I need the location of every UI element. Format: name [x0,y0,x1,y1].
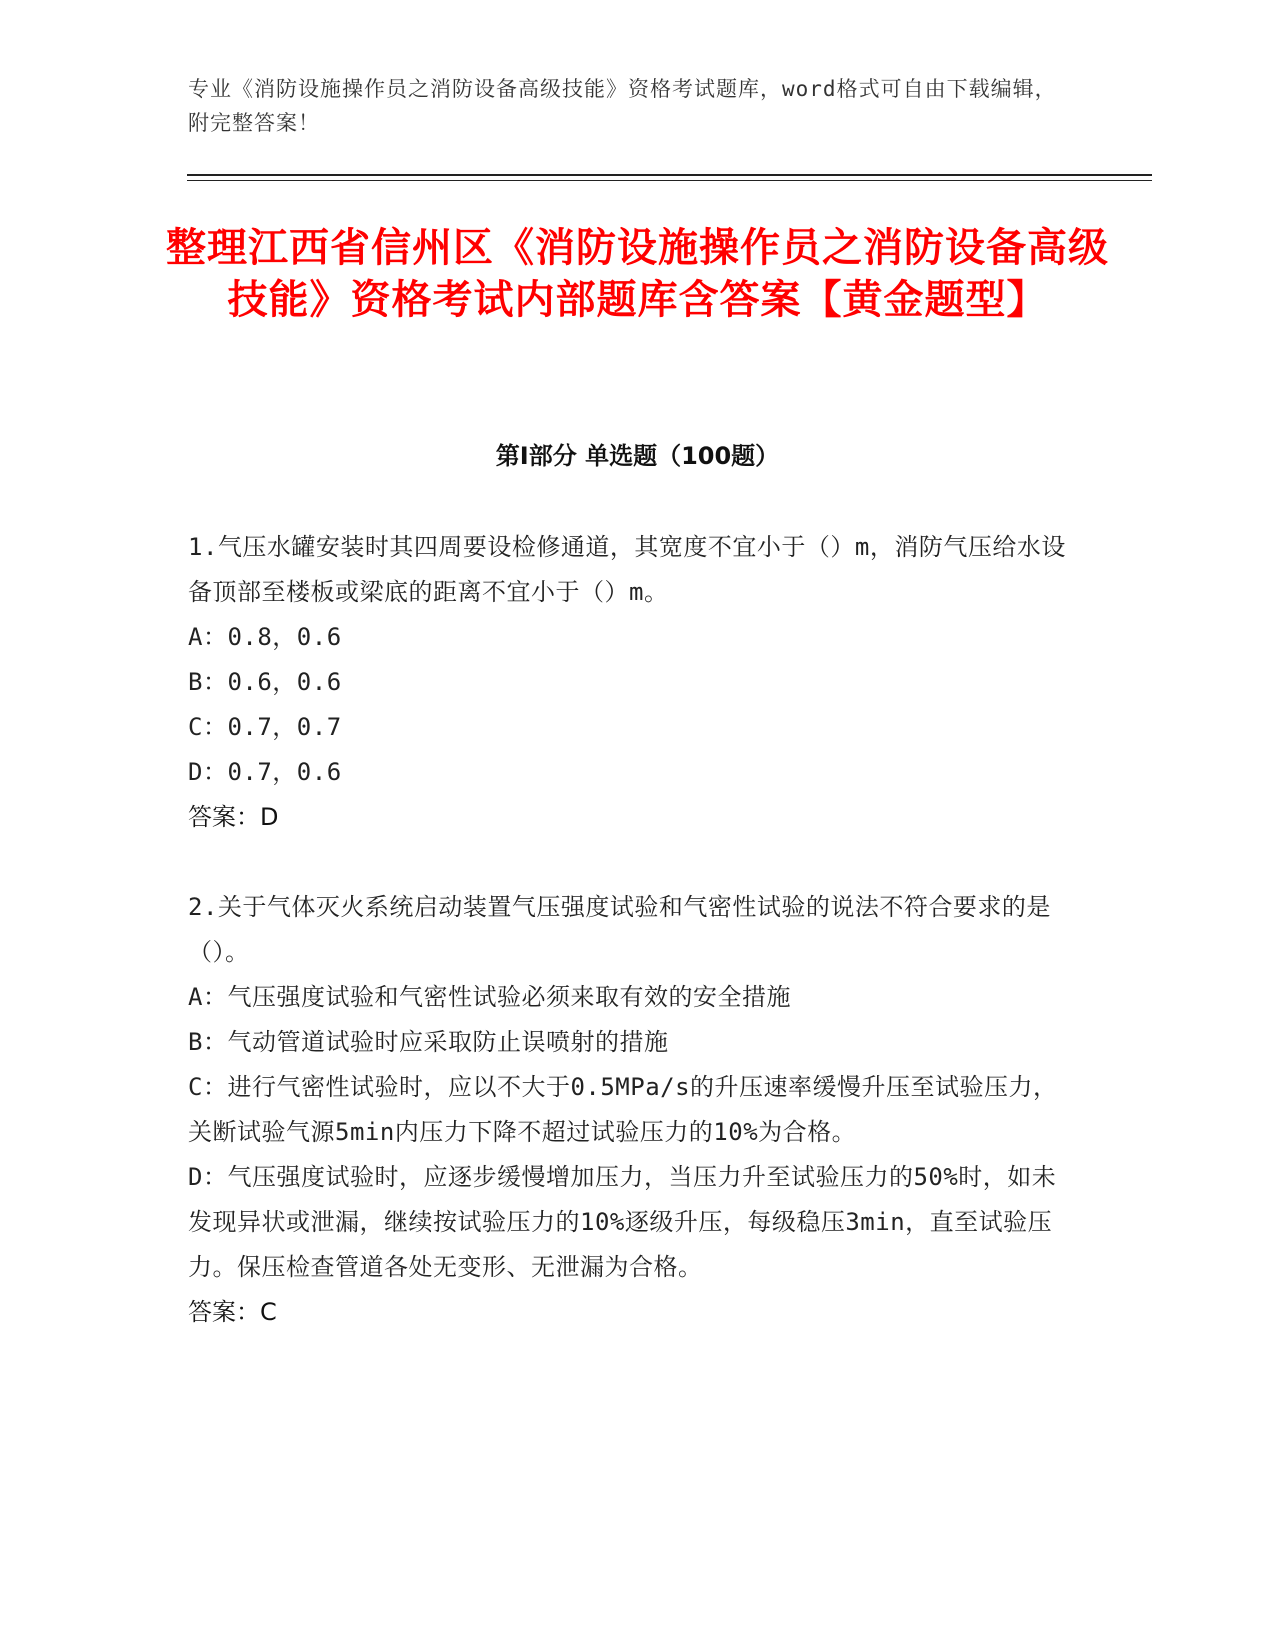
option-a: A：气压强度试验和气密性试验必须来取有效的安全措施 [188,983,791,1011]
question-2 [188,885,1068,1335]
option-a: A：0.8，0.6 [188,623,342,651]
option-d: D：0.7，0.6 [188,758,342,786]
section-heading: 第Ⅰ部分 单选题（100题） [495,442,780,470]
option-c: C：进行气密性试验时，应以不大于0.5MPa/s的升压速率缓慢升压至试验压力，关断试验气源5min内压力下降不超过试验压力的10%为合格。 [188,1073,1058,1146]
question-stem: 1.气压水罐安装时其四周要设检修通道，其宽度不宜小于（）m，消防气压给水设备顶部至楼板或梁底的距离不宜小于（）m。 [188,533,1066,606]
option-c: C：0.7，0.7 [188,713,342,741]
header-note: 专业《消防设施操作员之消防设备高级技能》资格考试题库，word格式可自由下载编辑，附完整答案！ [188,77,1057,135]
header-divider-thin [187,180,1152,181]
question-stem: 2.关于气体灭火系统启动装置气压强度试验和气密性试验的说法不符合要求的是（）。 [188,893,1051,966]
option-b: B：气动管道试验时应采取防止误喷射的措施 [188,1028,669,1056]
document-title: 整理江西省信州区《消防设施操作员之消防设备高级技能》资格考试内部题库含答案【黄金题型】 [166,225,1109,323]
option-b: B：0.6，0.6 [188,668,342,696]
question-1 [188,525,1068,840]
answer: 答案：D [188,803,279,831]
answer: 答案：C [188,1298,277,1326]
header-divider-thick [187,174,1152,176]
option-d: D：气压强度试验时，应逐步缓慢增加压力，当压力升至试验压力的50%时，如未发现异状或泄漏，继续按试验压力的10%逐级升压，每级稳压3min，直至试验压力。保压检查管道各处无变形、无泄漏为合格。 [188,1163,1057,1281]
